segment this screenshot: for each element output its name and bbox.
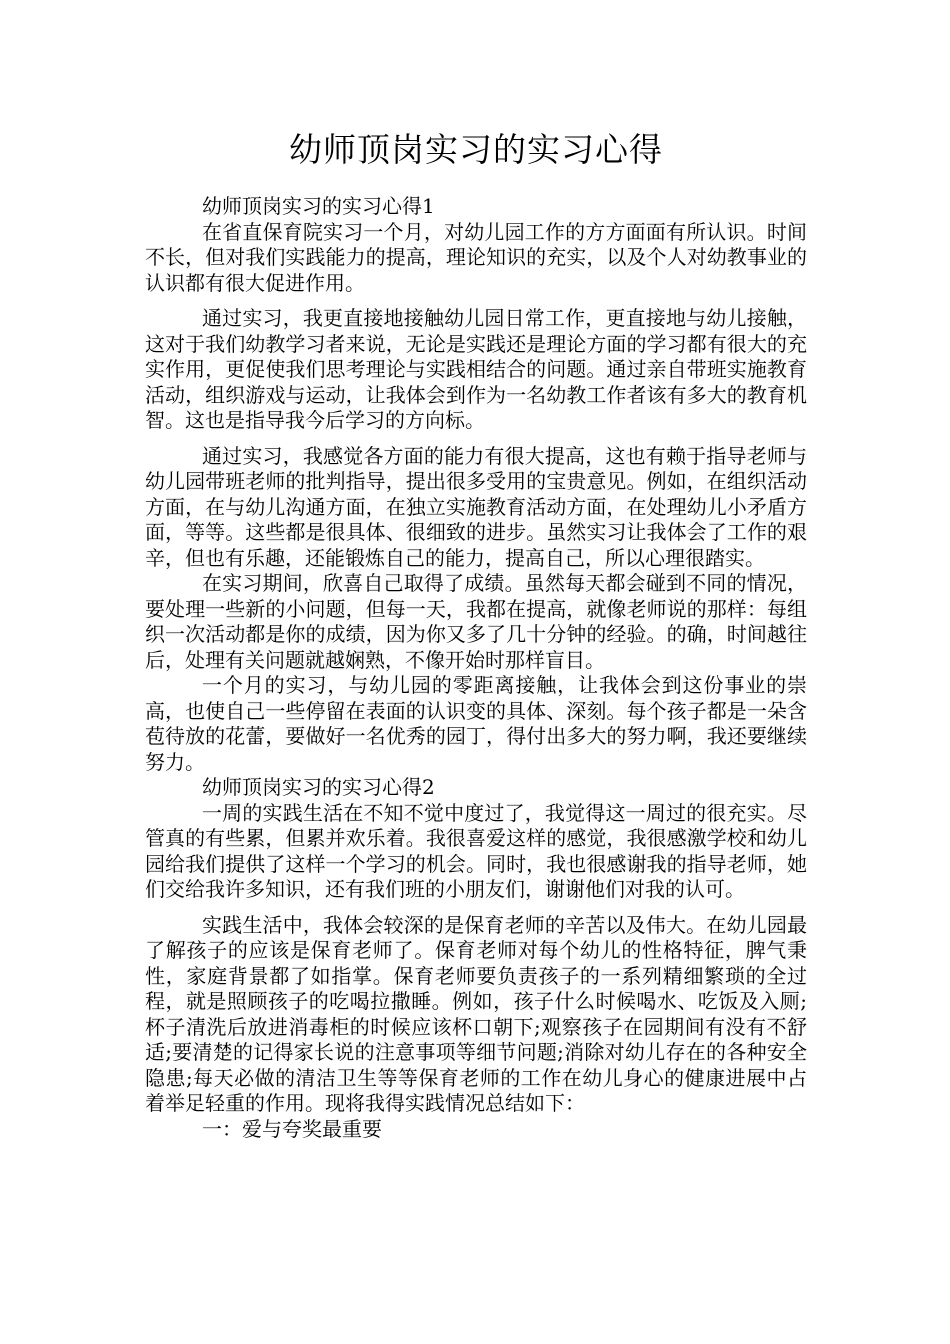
body-paragraph: 通过实习，我更直接地接触幼儿园日常工作，更直接地与幼儿接触，这对于我们幼教学习者来说，无论是实践还是理论方面的学习都有很大的充实作用，更促使我们思考理论与实践相结合的问题。通过亲自带班实施教育活动，组织游戏与运动，让我体会到作为一名幼教工作者该有多大的教育机智。这也是指导我今后学习的方向标。 (145, 306, 807, 432)
body-paragraph: 在实习期间，欣喜自己取得了成绩。虽然每天都会碰到不同的情况，要处理一些新的小问题，但每一天，我都在提高，就像老师说的那样：每组织一次活动都是你的成绩，因为你又多了几十分钟的经验。的确，时间越往后，处理有关问题就越娴熟，不像开始时那样盲目。 (145, 571, 807, 672)
body-paragraph: 通过实习，我感觉各方面的能力有很大提高，这也有赖于指导老师与幼儿园带班老师的批判指导，提出很多受用的宝贵意见。例如，在组织活动方面，在与幼儿沟通方面，在独立实施教育活动方面，在处理幼儿小矛盾方面，等等。这些都是很具体、很细致的进步。虽然实习让我体会了工作的艰辛，但也有乐趣，还能锻炼自己的能力，提高自己，所以心理很踏实。 (145, 443, 807, 570)
section-heading-2: 幼师顶岗实习的实习心得2 (202, 775, 435, 799)
document-title: 幼师顶岗实习的实习心得 (289, 130, 663, 169)
subheading: 一：爱与夸奖最重要 (202, 1116, 382, 1141)
body-paragraph: 一周的实践生活在不知不觉中度过了，我觉得这一周过的很充实。尽管真的有些累，但累并欢乐着。我很喜爱这样的感觉，我很感激学校和幼儿园给我们提供了这样一个学习的机会。同时，我也很感谢我的指导老师，她们交给我许多知识，还有我们班的小朋友们，谢谢他们对我的认可。 (145, 800, 807, 901)
section-heading-1: 幼师顶岗实习的实习心得1 (202, 194, 435, 218)
body-paragraph: 在省直保育院实习一个月，对幼儿园工作的方方面面有所认识。时间不长，但对我们实践能力的提高，理论知识的充实，以及个人对幼教事业的认识都有很大促进作用。 (145, 219, 807, 295)
body-paragraph: 一个月的实习，与幼儿园的零距离接触，让我体会到这份事业的崇高，也使自己一些停留在表面的认识变的具体、深刻。每个孩子都是一朵含苞待放的花蕾，要做好一名优秀的园丁，得付出多大的努力啊，我还要继续努力。 (145, 673, 807, 774)
document-page (145, 120, 807, 1142)
body-paragraph: 实践生活中，我体会较深的是保育老师的辛苦以及伟大。在幼儿园最了解孩子的应该是保育老师了。保育老师对每个幼儿的性格特征，脾气秉性，家庭背景都了如指掌。保育老师要负责孩子的一系列精细繁琐的全过程，就是照顾孩子的吃喝拉撒睡。例如，孩子什么时候喝水、吃饭及入厕;杯子清洗后放进消毒柜的时候应该杯口朝下;观察孩子在园期间有没有不舒适;要清楚的记得家长说的注意事项等细节问题;消除对幼儿存在的各种安全隐患;每天必做的清洁卫生等等保育老师的工作在幼儿身心的健康进展中占着举足轻重的作用。现将我得实践情况总结如下： (145, 912, 807, 1115)
